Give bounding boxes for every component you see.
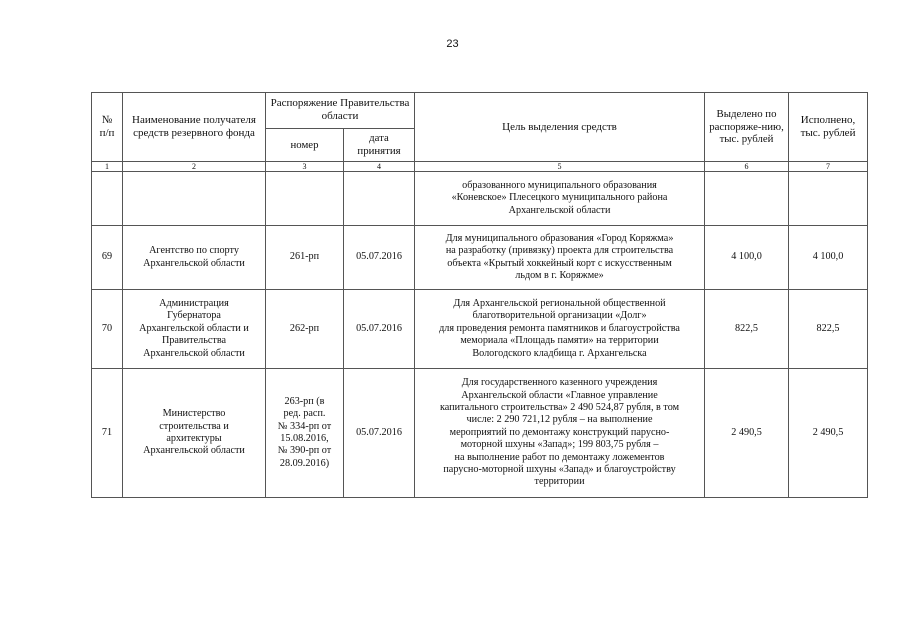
purpose-line: территории (534, 476, 585, 488)
cell-num: 71 (92, 369, 123, 498)
order-number-line: № 334-рп от (277, 420, 332, 432)
cell-order-date (344, 172, 415, 226)
purpose-line: капитального строительства» 2 490 524,87 рубля, в том (439, 401, 680, 413)
cell-executed: 822,5 (789, 290, 868, 369)
cell-purpose (415, 369, 705, 498)
column-number: 4 (344, 162, 415, 172)
purpose-line: Для Архангельской региональной общественной (453, 297, 666, 309)
header-allocated: Выделено по распоряже-нию, тыс. рублей (705, 93, 789, 162)
cell-num: 70 (92, 290, 123, 369)
purpose-line: льдом в г. Коряжме» (515, 269, 604, 281)
cell-executed: 2 490,5 (789, 369, 868, 498)
recipient-line: Архангельской области (143, 347, 245, 359)
purpose-line: Для государственного казенного учреждения (461, 377, 658, 389)
column-number: 5 (415, 162, 705, 172)
order-number-line: 263-рп (в (284, 395, 325, 407)
recipient-line: строительства и (159, 420, 229, 432)
cell-allocated: 2 490,5 (705, 369, 789, 498)
header-order-group: Распоряжение Правительства области (266, 93, 415, 129)
header-executed: Исполнено, тыс. рублей (789, 93, 868, 162)
recipient-line: архитектуры (166, 433, 222, 444)
purpose-line: на разработку (привязку) проекта для строительства (445, 245, 674, 257)
cell-recipient (123, 226, 266, 290)
purpose-line: образованного муниципального образования (462, 179, 657, 191)
header-purpose: Цель выделения средств (415, 93, 705, 162)
header-num-symbol: № (101, 114, 113, 126)
cell-order-date: 05.07.2016 (344, 369, 415, 498)
cell-allocated: 822,5 (705, 290, 789, 369)
cell-order-date: 05.07.2016 (344, 226, 415, 290)
recipient-line: Архангельской области (143, 445, 245, 457)
cell-order-number (266, 172, 344, 226)
reserve-fund-table (91, 92, 868, 498)
cell-recipient (123, 369, 266, 498)
recipient-line: Архангельской области и (139, 322, 249, 334)
column-number: 2 (123, 162, 266, 172)
cell-recipient (123, 172, 266, 226)
cell-num (92, 172, 123, 226)
recipient-line: Министерство (162, 408, 226, 420)
table-row (92, 290, 868, 369)
column-number: 6 (705, 162, 789, 172)
purpose-line: на выполнение работ по демонтажу ложементов (454, 451, 665, 463)
purpose-line: Архангельской области (508, 204, 611, 216)
purpose-line: мемориала «Площадь памяти» на территории (460, 335, 659, 347)
column-number: 3 (266, 162, 344, 172)
column-number: 1 (92, 162, 123, 172)
header-num-abbr: п/п (99, 127, 115, 139)
cell-num: 69 (92, 226, 123, 290)
order-number-line: ред. расп. (283, 408, 326, 420)
order-number-line: 15.08.2016, (280, 433, 329, 444)
purpose-line: «Коневское» Плесецкого муниципального района (451, 192, 668, 204)
cell-allocated (705, 172, 789, 226)
cell-purpose (415, 226, 705, 290)
header-order-date: дата принятия (344, 128, 415, 162)
cell-order-date: 05.07.2016 (344, 290, 415, 369)
header-order-number: номер (266, 128, 344, 162)
purpose-line: числе: 2 290 721,12 рубля – на выполнение (466, 414, 653, 426)
purpose-line: парусно-моторной шхуны «Запад» и благоустройству (443, 464, 676, 476)
table-row-continuation (92, 172, 868, 226)
purpose-line: благотворительной организации «Долг» (472, 310, 647, 322)
purpose-line: моторной шхуны «Запад»; 199 803,75 рубля – (460, 439, 659, 451)
cell-executed: 4 100,0 (789, 226, 868, 290)
purpose-line: объекта «Крытый хоккейный корт с искусственным (447, 257, 672, 269)
header-num (92, 93, 123, 162)
cell-order-number: 261-рп (266, 226, 344, 290)
header-row-top (92, 93, 868, 129)
order-number-line: 28.09.2016) (279, 457, 330, 469)
recipient-line: Правительства (161, 335, 227, 347)
cell-purpose (415, 290, 705, 369)
purpose-line: Архангельской области «Главное управление (461, 389, 658, 401)
cell-recipient (123, 290, 266, 369)
recipient-line: Губернатора (167, 310, 221, 322)
purpose-line: Для муниципального образования «Город Коряжма» (445, 232, 674, 244)
order-number-line: № 390-рп от (277, 445, 332, 457)
recipient-line: Агентство по спорту (149, 245, 239, 257)
purpose-line: для проведения ремонта памятников и благоустройства (439, 322, 680, 334)
column-number-row (92, 162, 868, 172)
recipient-line: Администрация (159, 297, 229, 309)
cell-executed (789, 172, 868, 226)
purpose-line: мероприятий по демонтажу конструкций парусно- (449, 426, 670, 438)
cell-allocated: 4 100,0 (705, 226, 789, 290)
recipient-line: Архангельской области (143, 257, 245, 269)
header-recipient: Наименование получателя средств резервного фонда (123, 93, 266, 162)
purpose-line: Вологодского кладбища г. Архангельска (472, 347, 647, 359)
page-number: 23 (446, 38, 459, 50)
column-number: 7 (789, 162, 868, 172)
cell-order-number: 262-рп (266, 290, 344, 369)
cell-order-number (266, 369, 344, 498)
table-row (92, 226, 868, 290)
table-row (92, 369, 868, 498)
cell-purpose (415, 172, 705, 226)
